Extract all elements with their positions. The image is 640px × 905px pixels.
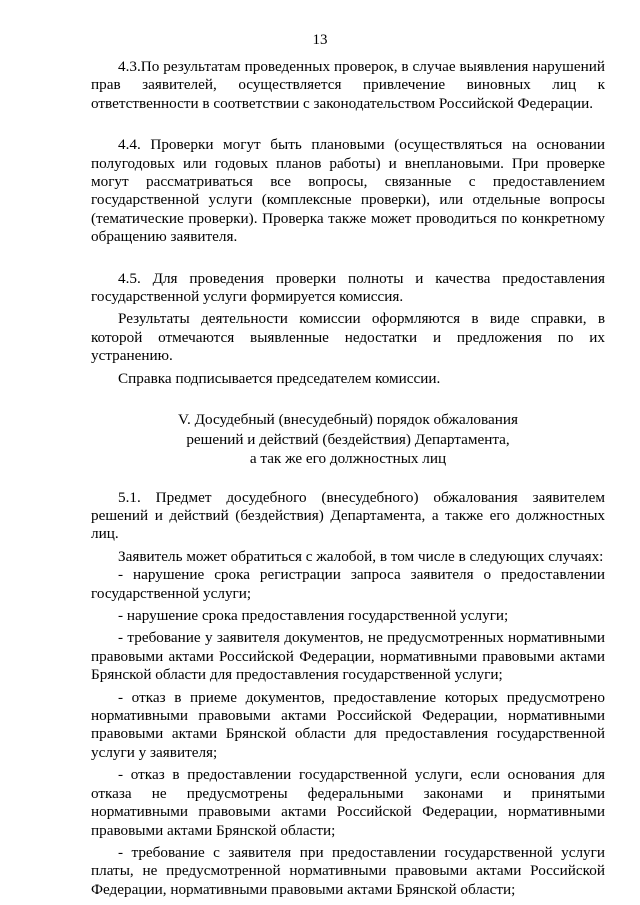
list-item: - требование с заявителя при предоставлении государственной услуги платы, не предусмотренной нормативными правовыми актами Российской Федерации, нормативными правовыми актами Брянской области; <box>91 843 605 898</box>
paragraph-commission-results: Результаты деятельности комиссии оформляются в виде справки, в которой отмечаются выявленные недостатки и предложения по их устранению. <box>91 310 605 365</box>
list-item: - требование у заявителя документов, не предусмотренных нормативными правовыми актами Российской Федерации, нормативными правовыми актами Брянской области для предоставления государственной услуги; <box>91 629 605 684</box>
paragraph-signature-note: Справка подписывается председателем комиссии. <box>118 369 441 387</box>
paragraph-4-5: 4.5. Для проведения проверки полноты и качества предоставления государственной услуги формируется комиссия. <box>91 269 605 306</box>
paragraph-5-1: 5.1. Предмет досудебного (внесудебного) обжалования заявителем решений и действий (бездействия) Департамента, а также его должностных лиц. <box>91 488 605 543</box>
list-item: - нарушение срока предоставления государственной услуги; <box>118 607 509 625</box>
paragraph-4-4: 4.4. Проверки могут быть плановыми (осуществляться на основании полугодовых или годовых планов работы) и внеплановыми. При проверке могут рассматриваться все вопросы, связанные с предоставлением государственной услуги (комплексные проверки), или отдельные вопросы (тематические проверки). Проверка также может проводиться по конкретному обращению заявителя. <box>91 136 605 246</box>
section-heading-line: решений и действий (бездействия) Департамента, <box>186 430 510 448</box>
list-item: - отказ в приеме документов, предоставление которых предусмотрено нормативными правовыми актами Российской Федерации, нормативными правовыми актами Брянской области для предоставления государственной услуги у заявителя; <box>91 688 605 761</box>
section-heading-line: V. Досудебный (внесудебный) порядок обжалования <box>178 411 518 429</box>
paragraph-4-3: 4.3.По результатам проведенных проверок, в случае выявления нарушений прав заявителей, осуществляется привлечение виновных лиц к ответственности в соответствии с законодательством Российской Федерации. <box>91 58 605 112</box>
section-heading-line: а так же его должностных лиц <box>249 450 447 468</box>
list-item: - нарушение срока регистрации запроса заявителя о предоставлении государственной услуги; <box>91 566 605 602</box>
document-body <box>91 58 605 899</box>
page-number: 13 <box>312 32 328 48</box>
list-item: - отказ в предоставлении государственной услуги, если основания для отказа не предусмотрены федеральными законами и принятыми нормативными правовыми актами Российской Федерации, нормативными правовыми актами Брянской области; <box>91 766 605 839</box>
section-v-heading <box>91 410 605 469</box>
paragraph-complaint-intro: Заявитель может обратиться с жалобой, в том числе в следующих случаях: <box>118 547 604 565</box>
